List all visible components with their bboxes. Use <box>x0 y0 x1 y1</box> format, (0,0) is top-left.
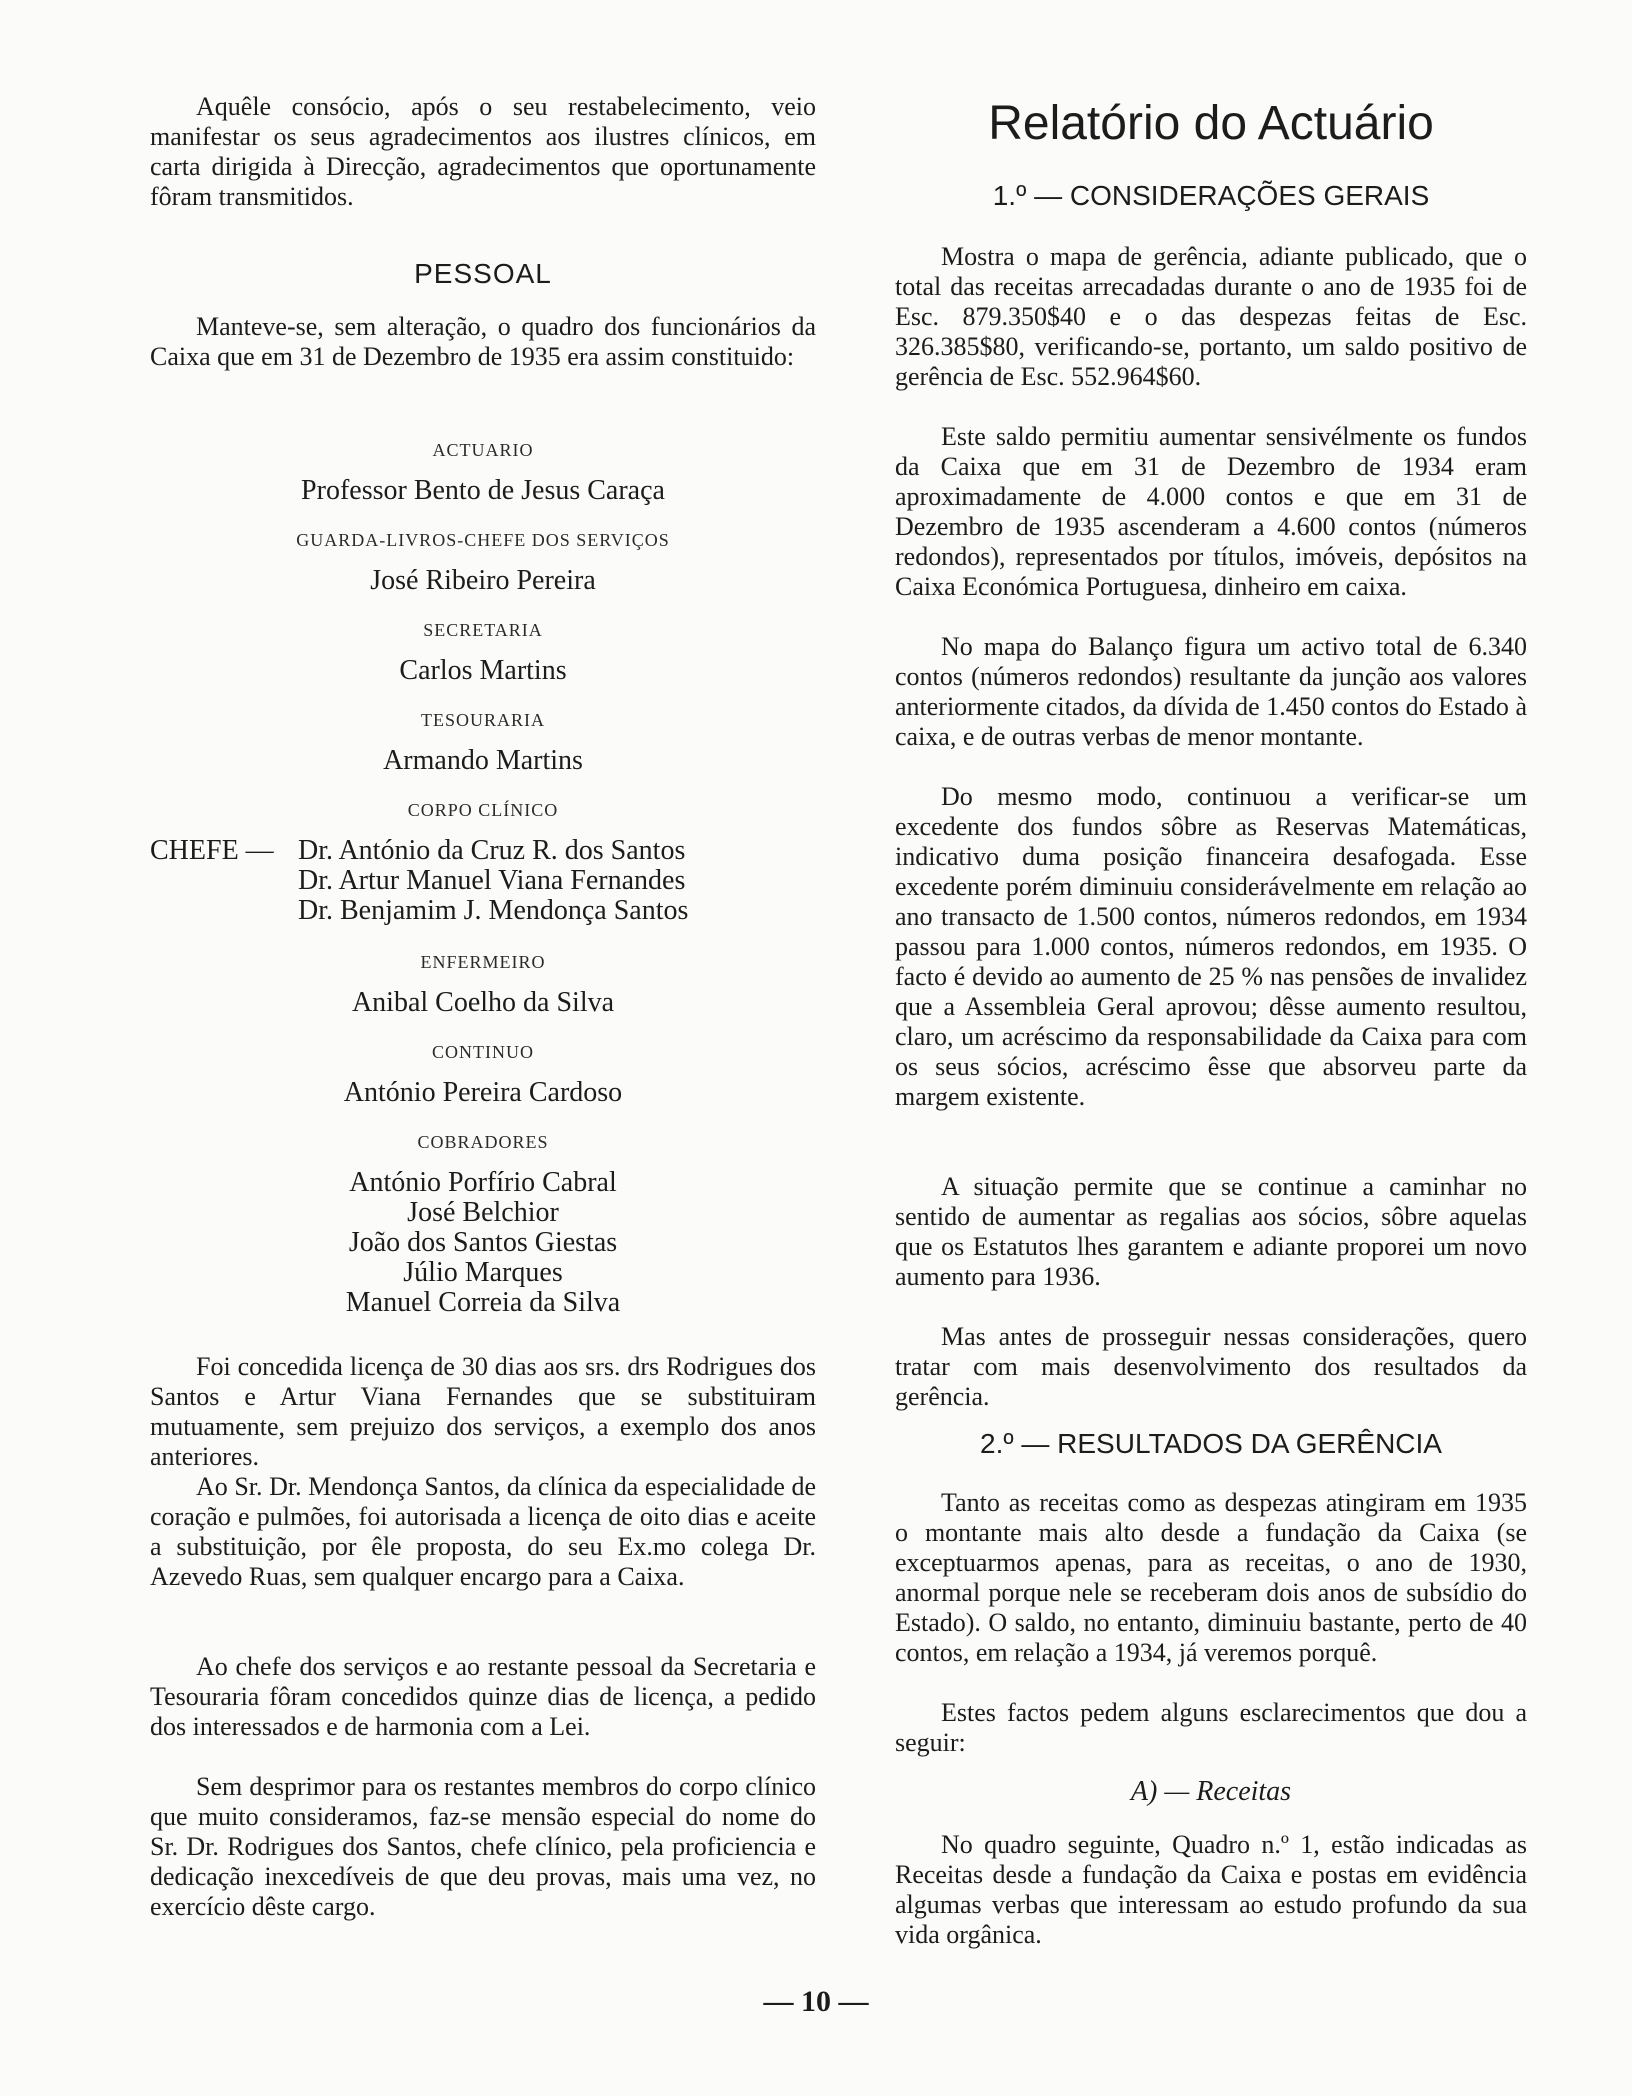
page-title: Relatório do Actuário <box>988 97 1434 150</box>
paragraph-quadro: No quadro seguinte, Quadro n.º 1, estão indicadas as Receitas desde a fundação da Caixa e postas em evidência algumas verbas que interessam ao estudo profundo da sua vida orgânica. <box>895 1830 1527 1949</box>
chefe-servicos-paragraph: Ao chefe dos serviços e ao restante pessoal da Secretaria e Tesouraria fôram concedidos quinze dias de licença, a pedido dos interessados e de harmonia com a Lei. <box>150 1652 816 1741</box>
role-corpo-clinico: CORPO CLÍNICO <box>407 800 559 820</box>
cobrador-name: José Belchior <box>407 1197 559 1228</box>
intro-paragraph: Aquêle consócio, após o seu restabelecimento, veio manifestar os seus agradecimentos aos ilustres clínicos, em carta dirigida à Direcção, agradecimentos que oportunamente fôram transmitidos. <box>150 92 816 211</box>
cobrador-name: Manuel Correia da Silva <box>345 1287 621 1318</box>
role-actuario: ACTUARIO <box>432 440 534 460</box>
role-continuo: CONTINUO <box>432 1042 534 1062</box>
role-guarda-livros: GUARDA-LIVROS-CHEFE DOS SERVIÇOS <box>296 530 670 550</box>
paragraph-excedente: Do mesmo modo, continuou a verificar-se um excedente dos fundos sôbre as Reservas Matemáticas, indicativo duma posição financeira desafogada. Esse excedente porém diminuiu considerávelmente em relação ao ano transacto de 1.500 contos, números redondos, em 1934 passou para 1.000 contos, números redondos, em 1935. O facto é devido ao aumento de 25 % nas pensões de invalidez que a Assembleia Geral aprovou; dêsse aumento resultou, claro, um acréscimo da responsabilidade da Caixa para com os seus sócios, acréscimo êsse que absorveu parte da margem existente. <box>895 782 1527 1111</box>
subsection-receitas: A) — Receitas <box>1130 1776 1292 1807</box>
section-resultados-gerencia: 2.º — RESULTADOS DA GERÊNCIA <box>980 1428 1442 1459</box>
role-secretaria: SECRETARIA <box>423 620 543 640</box>
corpo-clinico-name: Dr. António da Cruz R. dos Santos <box>298 835 686 866</box>
mendonca-paragraph: Ao Sr. Dr. Mendonça Santos, da clínica da especialidade de coração e pulmões, foi autorisada a licença de oito dias e aceite a substituição, por êle proposta, do seu Ex.mo colega Dr. Azevedo Ruas, sem qualquer encargo para a Caixa. <box>150 1472 816 1591</box>
page-number: — 10 — <box>763 1985 869 2018</box>
cobrador-name: Júlio Marques <box>403 1257 563 1288</box>
paragraph-situacao: A situação permite que se continue a caminhar no sentido de aumentar as regalias aos sócios, sôbre aquelas que os Estatutos lhes garantem e adiante proporei um novo aumento para 1936. <box>895 1172 1527 1291</box>
licenca-paragraph: Foi concedida licença de 30 dias aos srs. drs Rodrigues dos Santos e Artur Viana Fernandes que se substituiram mutuamente, sem prejuizo dos serviços, a exemplo dos anos anteriores. <box>150 1352 816 1471</box>
paragraph-balanco: No mapa do Balanço figura um activo total de 6.340 contos (números redondos) resultante da junção aos valores anteriormente citados, da dívida de 1.450 contos do Estado à caixa, e de outras verbas de menor montante. <box>895 632 1527 751</box>
role-tesouraria: TESOURARIA <box>420 710 545 730</box>
paragraph-saldo: Este saldo permitiu aumentar sensivélmente os fundos da Caixa que em 31 de Dezembro de 1934 eram aproximadamente de 4.000 contos e que em 31 de Dezembro de 1935 ascenderam a 4.600 contos (números redondos), representados por títulos, imóveis, depósitos na Caixa Económica Portuguesa, dinheiro em caixa. <box>895 422 1527 601</box>
pessoal-heading: PESSOAL <box>414 258 552 289</box>
corpo-clinico-name: Dr. Benjamim J. Mendonça Santos <box>298 895 689 926</box>
name-actuario: Professor Bento de Jesus Caraça <box>301 475 665 506</box>
paragraph-esclarecimentos: Estes factos pedem alguns esclarecimentos que dou a seguir: <box>895 1698 1527 1757</box>
name-guarda-livros: José Ribeiro Pereira <box>370 565 596 596</box>
paragraph-mapa-gerencia: Mostra o mapa de gerência, adiante publicado, que o total das receitas arrecadadas durante o ano de 1935 foi de Esc. 879.350$40 e o das despezas feitas de Esc. 326.385$80, verificando-se, portanto, um saldo positivo de gerência de Esc. 552.964$60. <box>895 242 1527 391</box>
desprimor-paragraph: Sem desprimor para os restantes membros do corpo clínico que muito consideramos, faz-se mensão especial do nome do Sr. Dr. Rodrigues dos Santos, chefe clínico, pela proficiencia e dedicação inexcedíveis de que deu provas, mais uma vez, no exercício dêste cargo. <box>150 1772 816 1921</box>
name-tesouraria: Armando Martins <box>383 745 583 776</box>
pessoal-intro: Manteve-se, sem alteração, o quadro dos funcionários da Caixa que em 31 de Dezembro de 1935 era assim constituido: <box>150 312 816 371</box>
role-enfermeiro: ENFERMEIRO <box>420 952 546 972</box>
name-enfermeiro: Anibal Coelho da Silva <box>351 987 615 1018</box>
paragraph-prosseguir: Mas antes de prosseguir nessas considerações, quero tratar com mais desenvolvimento dos resultados da gerência. <box>895 1322 1527 1411</box>
cobrador-name: António Porfírio Cabral <box>349 1167 617 1198</box>
corpo-clinico-name: Dr. Artur Manuel Viana Fernandes <box>298 865 686 896</box>
name-secretaria: Carlos Martins <box>399 655 567 686</box>
name-continuo: António Pereira Cardoso <box>343 1077 623 1108</box>
paragraph-receitas-despezas: Tanto as receitas como as despezas atingiram em 1935 o montante mais alto desde a fundação da Caixa (se exceptuarmos apenas, para as receitas, o ano de 1930, anormal porque nele se receberam dois anos de subsídio do Estado). O saldo, no entanto, diminuiu bastante, perto de 40 contos, em relação a 1934, já veremos porquê. <box>895 1488 1527 1667</box>
cobrador-name: João dos Santos Giestas <box>348 1227 618 1258</box>
chefe-label: CHEFE — <box>150 835 274 866</box>
role-cobradores: COBRADORES <box>417 1132 549 1152</box>
section-consideracoes-gerais: 1.º — CONSIDERAÇÕES GERAIS <box>992 180 1430 211</box>
